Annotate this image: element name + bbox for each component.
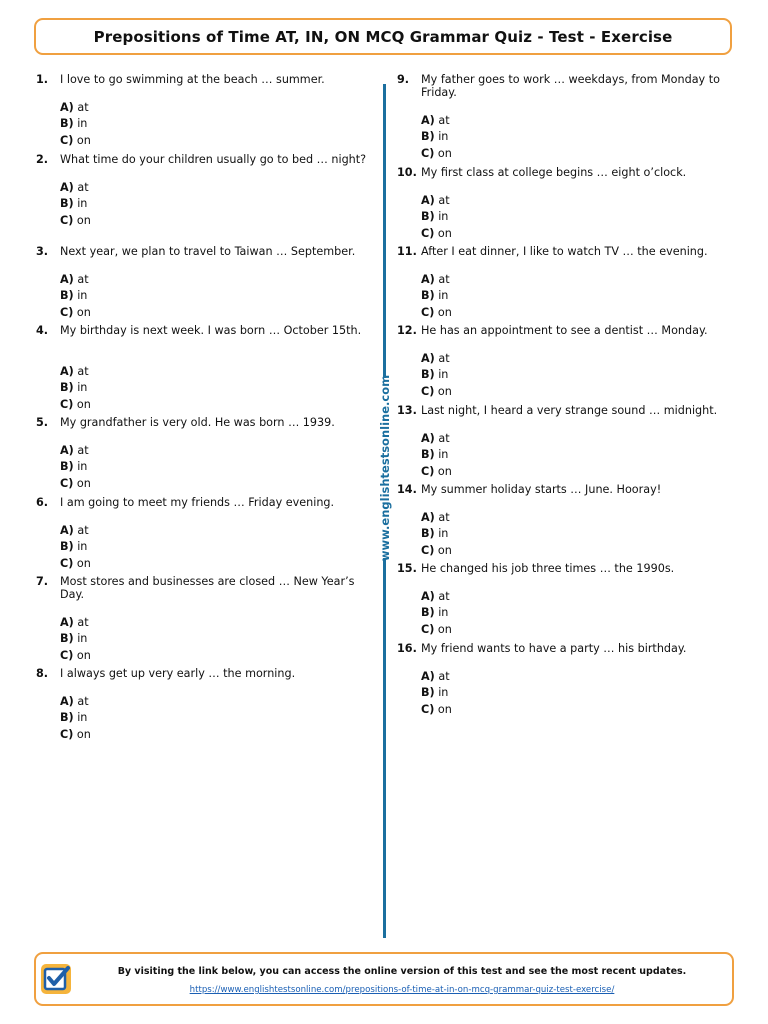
option-c[interactable]: C) on: [421, 464, 452, 478]
question-13: [397, 404, 739, 480]
question-number: 14.: [397, 483, 417, 496]
question-2: [36, 153, 372, 229]
option-b[interactable]: B) in: [60, 117, 88, 131]
question-text: My birthday is next week. I was born … October 15th.: [60, 324, 362, 337]
question-text: I always get up very early … the morning.: [60, 667, 296, 680]
option-a[interactable]: A) at: [421, 352, 450, 365]
option-c[interactable]: C) on: [60, 397, 91, 411]
option-a[interactable]: A) at: [60, 444, 89, 457]
question-number: 11.: [397, 245, 417, 258]
question-number: 6.: [36, 496, 49, 509]
question-number: 16.: [397, 642, 417, 655]
question-text: He has an appointment to see a dentist … Monday.: [421, 324, 708, 337]
question-7: [36, 575, 372, 664]
option-c[interactable]: C) on: [60, 727, 91, 741]
page-title: Prepositions of Time AT, IN, ON MCQ Grammar Quiz - Test - Exercise: [93, 27, 673, 46]
option-c[interactable]: C) on: [421, 305, 452, 319]
option-b[interactable]: B) in: [421, 448, 449, 462]
option-c[interactable]: C) on: [60, 213, 91, 227]
question-text: My friend wants to have a party … his birthday.: [421, 642, 687, 655]
option-b[interactable]: B) in: [60, 632, 88, 646]
option-b[interactable]: B) in: [421, 130, 449, 144]
question-8: [36, 667, 372, 743]
option-c[interactable]: C) on: [60, 556, 91, 570]
option-a[interactable]: A) at: [421, 590, 450, 603]
footer-box: [34, 952, 734, 1006]
question-16: [397, 642, 739, 718]
question-text: After I eat dinner, I like to watch TV … the evening.: [421, 245, 708, 258]
option-c[interactable]: C) on: [421, 543, 452, 557]
question-text: I love to go swimming at the beach … summer.: [60, 73, 325, 86]
footer-message: By visiting the link below, you can access the online version of this test and see the most recent updates.: [117, 966, 687, 977]
option-b[interactable]: B) in: [421, 368, 449, 382]
site-label: www.englishtestsonline.com: [378, 374, 392, 562]
title-box: [34, 18, 732, 55]
option-c[interactable]: C) on: [421, 384, 452, 398]
option-a[interactable]: A) at: [60, 365, 89, 378]
option-a[interactable]: A) at: [421, 114, 450, 127]
question-number: 9.: [397, 73, 410, 86]
option-a[interactable]: A) at: [60, 616, 89, 629]
option-a[interactable]: A) at: [60, 695, 89, 708]
question-15: [397, 562, 739, 638]
option-b[interactable]: B) in: [421, 527, 449, 541]
option-b[interactable]: B) in: [421, 289, 449, 303]
question-text: My summer holiday starts … June. Hooray!: [421, 483, 662, 496]
question-14: [397, 483, 739, 559]
question-number: 10.: [397, 166, 417, 179]
question-number: 13.: [397, 404, 417, 417]
question-9: [397, 73, 739, 162]
question-text: Last night, I heard a very strange sound … midnight.: [421, 404, 718, 417]
option-a[interactable]: A) at: [60, 273, 89, 286]
option-c[interactable]: C) on: [60, 476, 91, 490]
question-text: What time do your children usually go to bed … night?: [60, 153, 367, 166]
site-watermark: [376, 374, 394, 562]
question-4: [36, 324, 372, 413]
question-number: 4.: [36, 324, 49, 337]
question-number: 2.: [36, 153, 49, 166]
question-6: [36, 496, 372, 572]
question-text: Next year, we plan to travel to Taiwan … September.: [60, 245, 356, 258]
option-b[interactable]: B) in: [60, 460, 88, 474]
question-number: 12.: [397, 324, 417, 337]
option-b[interactable]: B) in: [60, 711, 88, 725]
option-a[interactable]: A) at: [421, 432, 450, 445]
option-a[interactable]: A) at: [60, 101, 89, 114]
question-number: 7.: [36, 575, 49, 588]
option-a[interactable]: A) at: [421, 511, 450, 524]
option-b[interactable]: B) in: [421, 606, 449, 620]
option-c[interactable]: C) on: [421, 702, 452, 716]
question-number: 3.: [36, 245, 49, 258]
checkbox-icon: [40, 963, 72, 995]
question-text: I am going to meet my friends … Friday evening.: [60, 496, 335, 509]
question-number: 15.: [397, 562, 417, 575]
question-3: [36, 245, 372, 321]
question-number: 1.: [36, 73, 49, 86]
option-b[interactable]: B) in: [60, 540, 88, 554]
option-a[interactable]: A) at: [421, 194, 450, 207]
question-12: [397, 324, 739, 400]
option-a[interactable]: A) at: [421, 670, 450, 683]
question-text: My first class at college begins … eight o’clock.: [421, 166, 687, 179]
option-a[interactable]: A) at: [60, 524, 89, 537]
option-a[interactable]: A) at: [421, 273, 450, 286]
option-a[interactable]: A) at: [60, 181, 89, 194]
option-c[interactable]: C) on: [421, 622, 452, 636]
question-11: [397, 245, 739, 321]
option-c[interactable]: C) on: [421, 226, 452, 240]
option-c[interactable]: C) on: [60, 305, 91, 319]
question-text: He changed his job three times … the 1990s.: [421, 562, 675, 575]
question-number: 8.: [36, 667, 49, 680]
question-1: [36, 73, 372, 149]
option-b[interactable]: B) in: [60, 197, 88, 211]
option-c[interactable]: C) on: [60, 133, 91, 147]
question-text: My father goes to work … weekdays, from Monday to Friday.: [421, 73, 720, 99]
footer-link[interactable]: https://www.englishtestsonline.com/prepositions-of-time-at-in-on-mcq-grammar-quiz-test-exercise/: [189, 985, 615, 995]
footer-text: [76, 966, 728, 996]
question-5: [36, 416, 372, 492]
option-b[interactable]: B) in: [60, 289, 88, 303]
option-b[interactable]: B) in: [60, 381, 88, 395]
question-10: [397, 166, 739, 242]
option-b[interactable]: B) in: [421, 210, 449, 224]
option-b[interactable]: B) in: [421, 686, 449, 700]
option-c[interactable]: C) on: [421, 146, 452, 160]
question-text: Most stores and businesses are closed … New Year’s Day.: [60, 575, 355, 601]
question-text: My grandfather is very old. He was born … 1939.: [60, 416, 335, 429]
option-c[interactable]: C) on: [60, 648, 91, 662]
question-number: 5.: [36, 416, 49, 429]
